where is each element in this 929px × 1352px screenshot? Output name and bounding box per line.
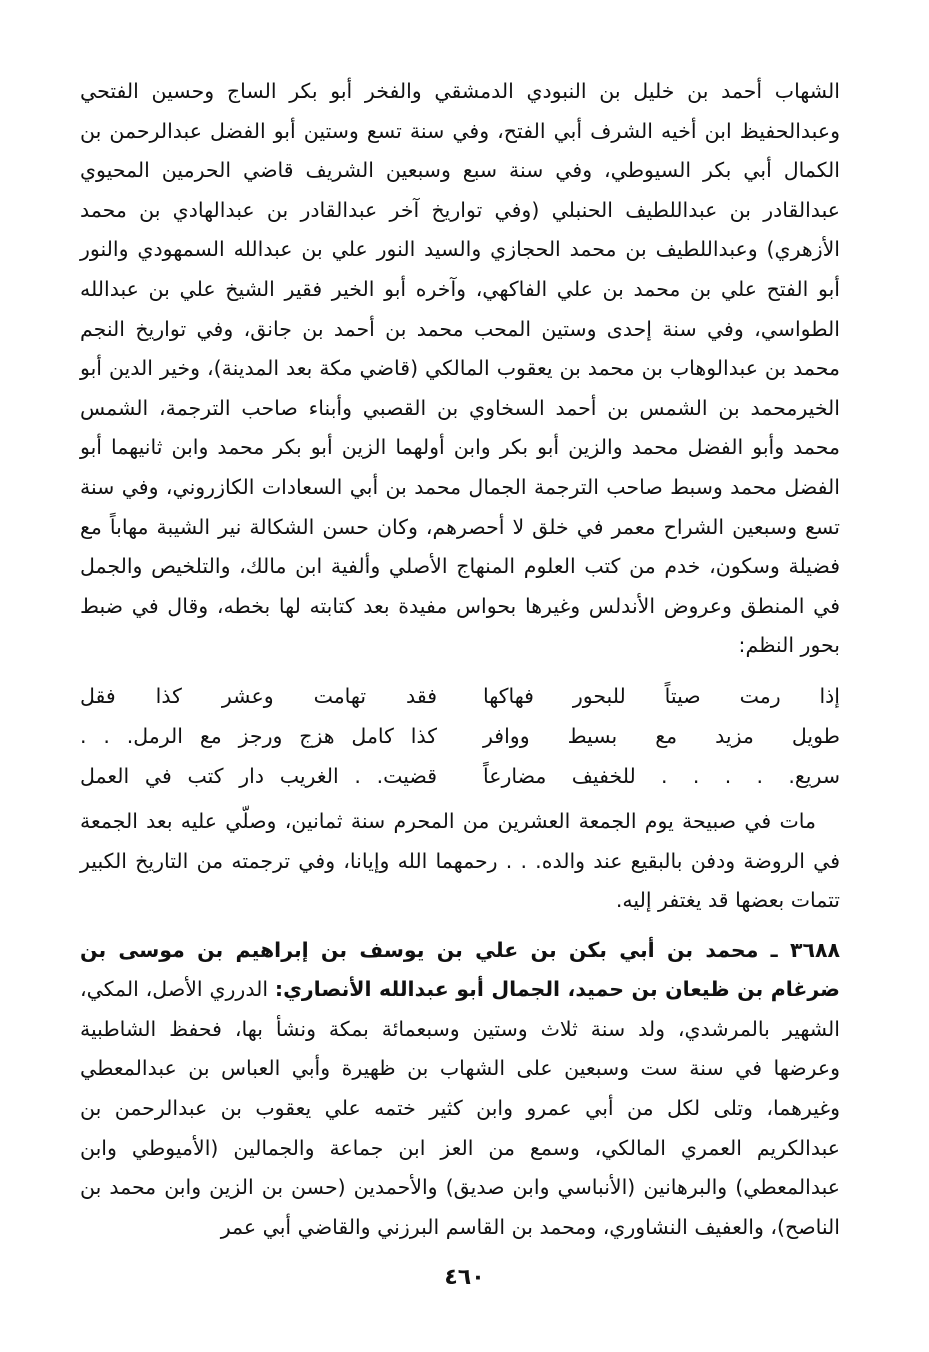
verse-1-first-hemistich: إذا رمت صيتاً للبحور فهاكها bbox=[483, 683, 840, 708]
page-number: ٤٦٠ bbox=[444, 1265, 485, 1290]
paragraph-biography-continuation: الشهاب أحمد بن خليل بن النبودي الدمشقي والفخر أبو بكر الساج وحسين الفتحي وعبدالحفيظ ابن أخيه الشرف أبي الفتح، وفي سنة تسع وستين أبو الفضل عبدالرحمن بن الكمال أبي بكر السيوطي، وفي سنة سبع وسبعين الشريف قاضي الحرمين المحيوي عبدالقادر بن عبداللطيف الحنبلي (وفي تواريخ آخر عبدالقادر بن عبدالهادي بن محمد الأزهري) وعبداللطيف بن محمد الحجازي والسيد النور علي بن عبدالله السمهودي والنور أبو الفتح علي بن محمد بن علي الفاكهي، وآخره أبو الخير فقير الشيخ علي بن عبدالله الطواسي، وفي سنة إحدى وستين المحب محمد بن أحمد بن جانق، وفي تواريخ النجم محمد بن عبدالوهاب بن محمد بن يعقوب المالكي (قاضي مكة بعد المدينة)، وخير الدين أبو الخيرمحمد بن الشمس بن أحمد السخاوي بن القصبي وأبناء صاحب الترجمة، الشمس محمد وأبو الفضل محمد والزين أبو بكر وابن أولهما الزين أبو بكر محمد وابن ثانيهما أبو الفضل محمد وسبط صاحب الترجمة الجمال محمد بن أبي السعادات الكازروني، وفي سنة تسع وسبعين الشراح معمر في خلق لا أحصرهم، وكان حسن الشكالة نير الشيبة مهاباً مع فضيلة وسكون، خدم من كتب العلوم المنهاج الأصلي وألفية ابن مالك، والتلخيص والجمل في المنطق وعروض الأندلس وغيرها بحواس مفيدة بعد كتابته لها بخطه، وقال في ضبط بحور النظم: bbox=[80, 79, 840, 658]
biography-entry-3688 bbox=[80, 931, 840, 1248]
document-page bbox=[80, 72, 840, 1247]
verse-1-second-hemistich: فقد تهامت وعشر كذا فقل bbox=[80, 683, 437, 708]
verse-3-second-hemistich: قضيت. . الغريب دار كتب في العمل bbox=[80, 763, 437, 788]
verse-2-first-hemistich: طويل مزيد مع بسيط ووافر bbox=[483, 723, 840, 748]
verse-2-second-hemistich: كذا كامل هزج ورجز مع الرمل. . . bbox=[80, 723, 437, 748]
verse-3-first-hemistich: سريع. . . . . للخفيف مضارعاً bbox=[483, 763, 840, 788]
paragraph-death-notice: مات في صبيحة يوم الجمعة العشرين من المحرم سنة ثمانين، وصلّي عليه بعد الجمعة في الروضة ودفن بالبقيع عند والده. . . رحمهما الله وإيانا، وفي ترجمته من التاريخ الكبير تتمات بعضها قد يغتفر إليه. bbox=[80, 808, 840, 913]
poem-verses bbox=[80, 676, 840, 796]
entry-body: الدرري الأصل، المكي، الشهير بالمرشدي، ولد سنة ثلاث وستين وسبعمائة بمكة ونشأ بها، فحفظ الشاطبية وعرضها في سنة ست وسبعين على الشهاب بن ظهيرة وأبي العباس بن عبدالمعطي وغيرهما، وتلى لكل من أبي عمرو وابن كثير ختمه علي يعقوب بن عبدالرحمن بن عبدالكريم العمري المالكي، وسمع من العز ابن جماعة والجمالين (الأميوطي وابن عبدالمعطي) والبرهانين (الأنباسي وابن صديق) والأحمدين (حسن بن الزين وابن محمد بن الناصح)، والعفيف النشاوري، ومحمد بن القاسم البرزني والقاضي أبي عمر bbox=[80, 977, 840, 1239]
entry-heading: ٣٦٨٨ ـ محمد بن أبي بكن بن علي بن يوسف بن إبراهيم بن موسى بن ضرغام بن ظيعان بن حميد، الجمال أبو عبدالله الأنصاري: bbox=[80, 937, 840, 1002]
